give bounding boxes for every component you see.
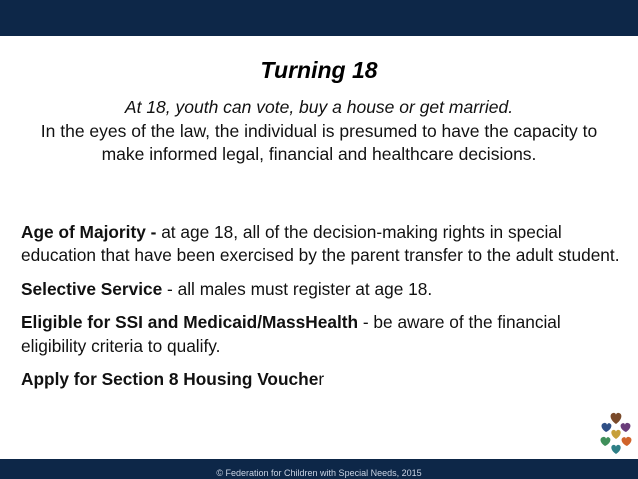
intro-line-1: At 18, youth can vote, buy a house or get married. (124, 97, 514, 117)
item-text: r (318, 369, 325, 390)
item-ssi-medicaid (21, 311, 626, 358)
logo-heart-top (611, 413, 622, 424)
logo-heart-upper-right (621, 423, 631, 432)
federation-logo-icon (596, 412, 636, 460)
item-section-8 (21, 368, 626, 391)
intro-line-2: In the eyes of the law, the individual is presumed to have the capacity to make informed legal, financial and healthcare decisions. (40, 120, 598, 164)
item-text: - all males must register at age 18. (162, 278, 433, 299)
item-selective-service (21, 278, 626, 301)
item-heading: Age of Majority - (21, 222, 162, 242)
item-heading: Apply for Section 8 Housing Vouche (21, 369, 319, 390)
item-age-of-majority (21, 221, 626, 268)
logo-heart-lower-left (601, 437, 611, 446)
item-heading: Selective Service (21, 278, 163, 299)
item-text: at age 18, all of the decision-making rights in special education that have been exercised by the parent transfer to the adult student. (21, 222, 620, 266)
slide-body (21, 221, 626, 401)
logo-heart-lower-right (622, 437, 632, 446)
logo-heart-center (611, 430, 620, 439)
top-banner-bar (0, 0, 638, 36)
slide-title: Turning 18 (260, 57, 378, 83)
intro-text (24, 96, 614, 167)
item-text: - be aware of the financial eligibility criteria to qualify. (21, 312, 561, 356)
logo-heart-bottom (611, 445, 620, 454)
bottom-banner-bar (0, 459, 638, 479)
copyright-text: © Federation for Children with Special Needs, 2015 (216, 468, 422, 478)
logo-heart-upper-left (602, 423, 612, 432)
item-heading: Eligible for SSI and Medicaid/MassHealth (21, 312, 359, 333)
